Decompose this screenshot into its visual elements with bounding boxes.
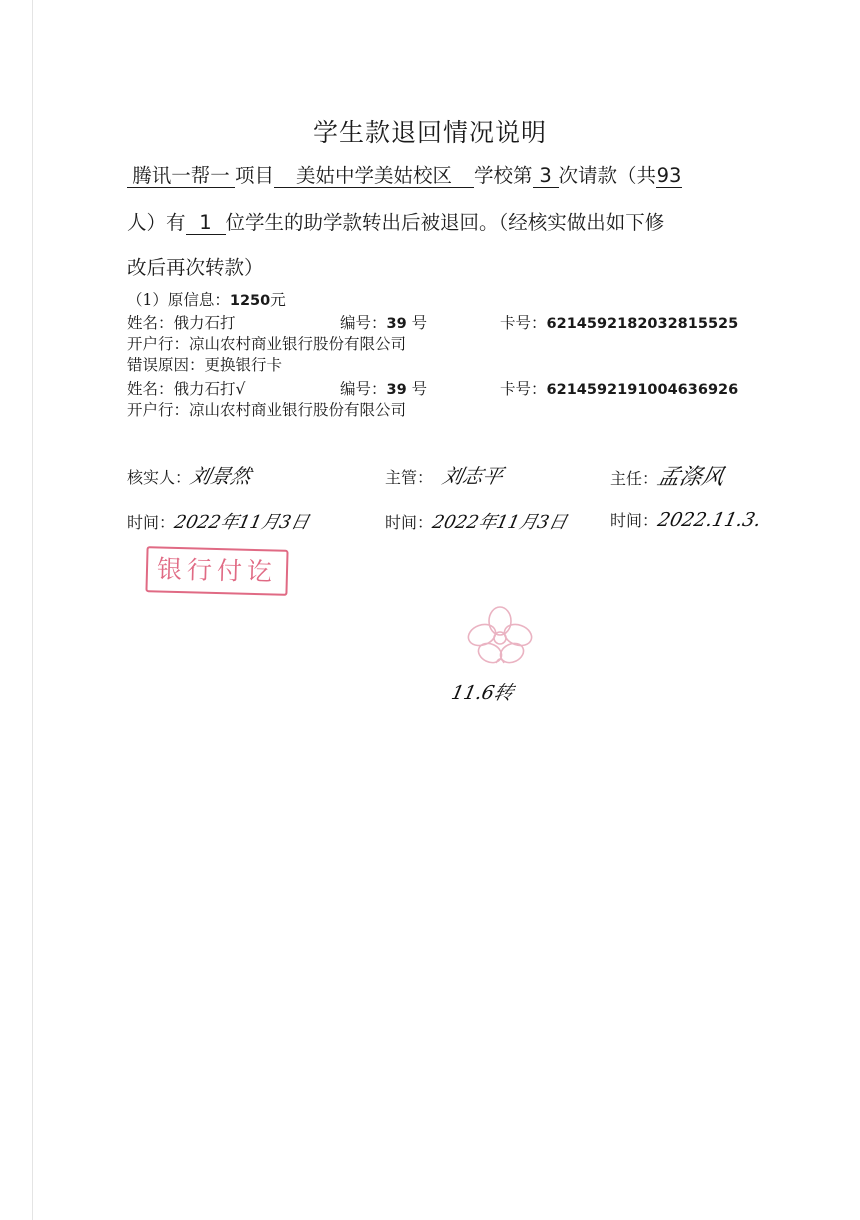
school-name: 美姑中学美姑校区 [274,165,474,188]
intro-line-1: 腾讯一帮一 项目 美姑中学美姑校区 学校第 3 次请款（共93 [127,160,682,188]
intro-line-2: 人）有 1 位学生的助学款转出后被退回。（经核实做出如下修 [127,211,665,234]
original-bank: 开户行：凉山农村商业银行股份有限公司 [127,335,407,353]
director-time: 时间：2022.11.3. [610,509,764,531]
supervisor-handwriting: 刘志平 [440,464,506,488]
error-reason: 错误原因：更换银行卡 [127,356,283,374]
corrected-name: 姓名：俄力石打√ [127,380,246,398]
corrected-id: 编号：39 号 [340,380,428,398]
original-card: 卡号：6214592182032815525 [500,314,739,332]
original-info-heading: （1）原信息：1250元 [127,291,286,309]
original-name: 姓名：俄力石打 [127,314,236,332]
handwritten-transfer-note: 11.6转 [449,682,516,704]
returned-count: 1 [186,212,226,235]
corrected-bank: 开户行：凉山农村商业银行股份有限公司 [127,401,407,419]
original-id: 编号：39 号 [340,314,428,332]
project-name: 腾讯一帮一 [127,165,235,188]
request-number: 3 [533,165,559,188]
original-amount: 1250 [229,293,271,309]
director-handwriting: 孟涤风 [654,465,727,490]
scan-edge-line [32,0,33,1220]
intro-line-3: 改后再次转款） [127,256,264,279]
flower-seal-icon [458,603,542,669]
supervisor-time: 时间：2022年11月3日 [385,512,570,533]
supervisor-signature: 主管： 刘志平 [385,460,503,489]
verifier-time: 时间：2022年11月3日 [127,512,312,533]
bank-paid-stamp: 银行付讫 [145,546,288,596]
verifier-handwriting: 刘景然 [188,464,254,488]
verifier-signature: 核实人：刘景然 [127,460,251,489]
total-students: 93 [656,164,682,187]
director-signature: 主任：孟涤风 [610,460,724,491]
document-title: 学生款退回情况说明 [312,118,547,147]
corrected-card: 卡号：6214592191004636926 [500,380,739,398]
